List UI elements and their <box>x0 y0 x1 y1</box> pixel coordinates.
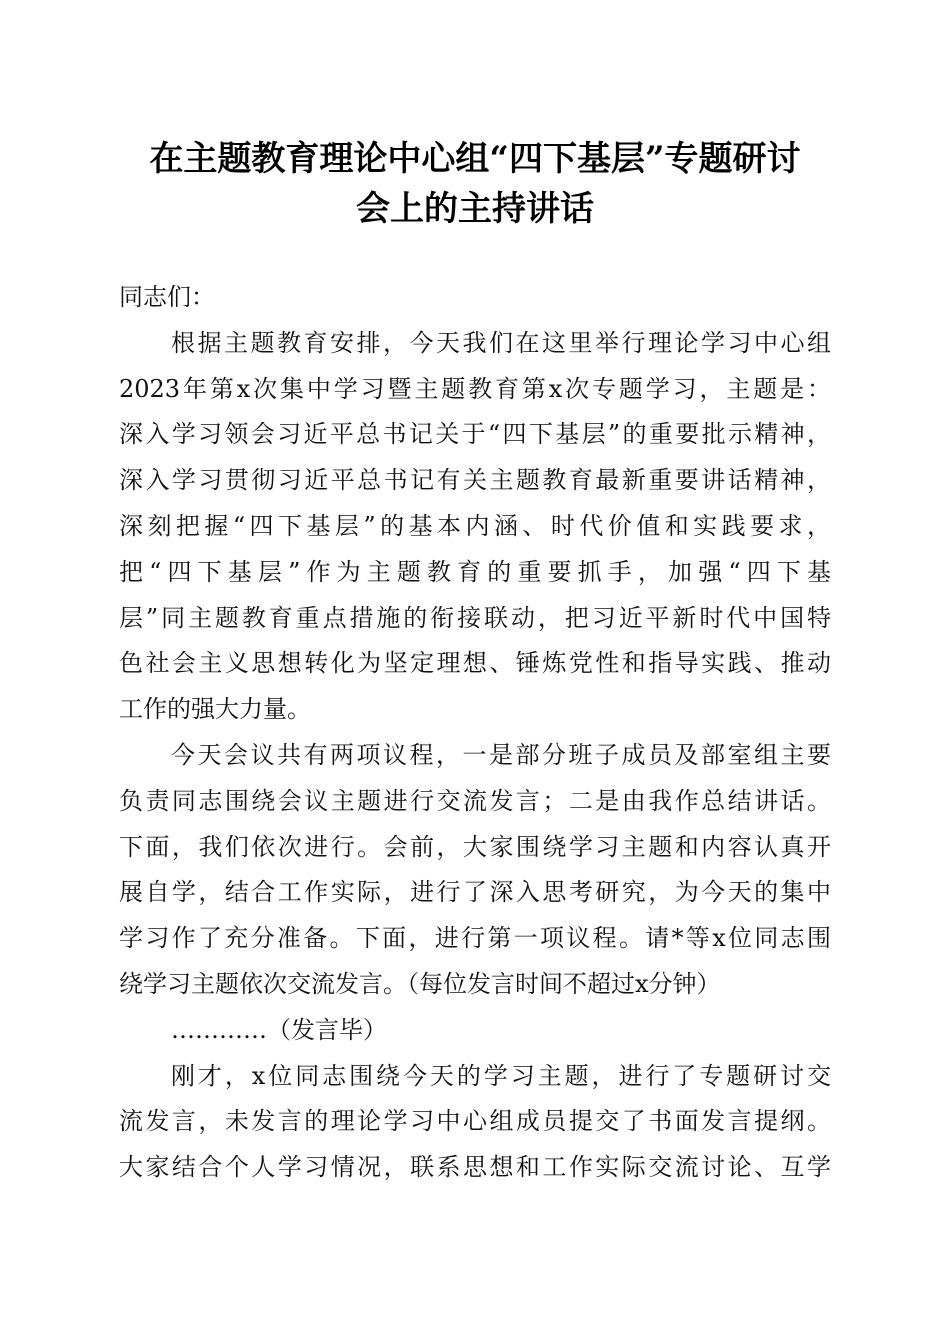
paragraph-line: 色社会主义思想转化为坚定理想、锤炼党性和指导实践、推动 <box>119 649 831 678</box>
paragraph-line: 工作的强大力量。 <box>119 695 311 724</box>
paragraph-line: 大家结合个人学习情况，联系思想和工作实际交流讨论、互学 <box>119 1153 831 1182</box>
paragraph-line: 展自学，结合工作实际，进行了深入思考研究，为今天的集中 <box>119 878 831 907</box>
paragraph-line: 学习作了充分准备。下面，进行第一项议程。请*等x位同志围 <box>119 924 831 953</box>
title-line-1: 在主题教育理论中心组“四下基层”专题研讨 <box>149 139 801 179</box>
paragraph-line: 绕学习主题依次交流发言。（每位发言时间不超过x分钟） <box>119 969 721 998</box>
paragraph-line: 深刻把握“四下基层”的基本内涵、时代价值和实践要求， <box>119 511 831 540</box>
paragraph-line: 刚才，x位同志围绕今天的学习主题，进行了专题研讨交 <box>171 1061 831 1090</box>
paragraph-line: 根据主题教育安排，今天我们在这里举行理论学习中心组 <box>171 328 831 357</box>
paragraph-line: 负责同志围绕会议主题进行交流发言；二是由我作总结讲话。 <box>119 786 831 815</box>
paragraph-line: 2023年第x次集中学习暨主题教育第x次专题学习，主题是： <box>119 374 831 403</box>
document-body <box>119 275 831 1191</box>
paragraph-line: 流发言，未发言的理论学习中心组成员提交了书面发言提纲。 <box>119 1107 831 1136</box>
paragraph-line: 把“四下基层”作为主题教育的重要抓手，加强“四下基 <box>119 557 831 586</box>
salutation: 同志们： <box>119 283 215 311</box>
paragraph-line: 深入学习贯彻习近平总书记有关主题教育最新重要讲话精神， <box>119 466 831 495</box>
paragraph-line: 层”同主题教育重点措施的衔接联动，把习近平新时代中国特 <box>119 603 831 632</box>
paragraph-line: 今天会议共有两项议程，一是部分班子成员及部室组主要 <box>171 740 831 769</box>
title-line-2: 会上的主持讲话 <box>356 189 594 229</box>
paragraph-line: …………（发言毕） <box>171 1015 387 1044</box>
document-title <box>110 134 840 234</box>
paragraph-line: 下面，我们依次进行。会前，大家围绕学习主题和内容认真开 <box>119 832 831 861</box>
paragraph-line: 深入学习领会习近平总书记关于“四下基层”的重要批示精神， <box>119 420 831 449</box>
